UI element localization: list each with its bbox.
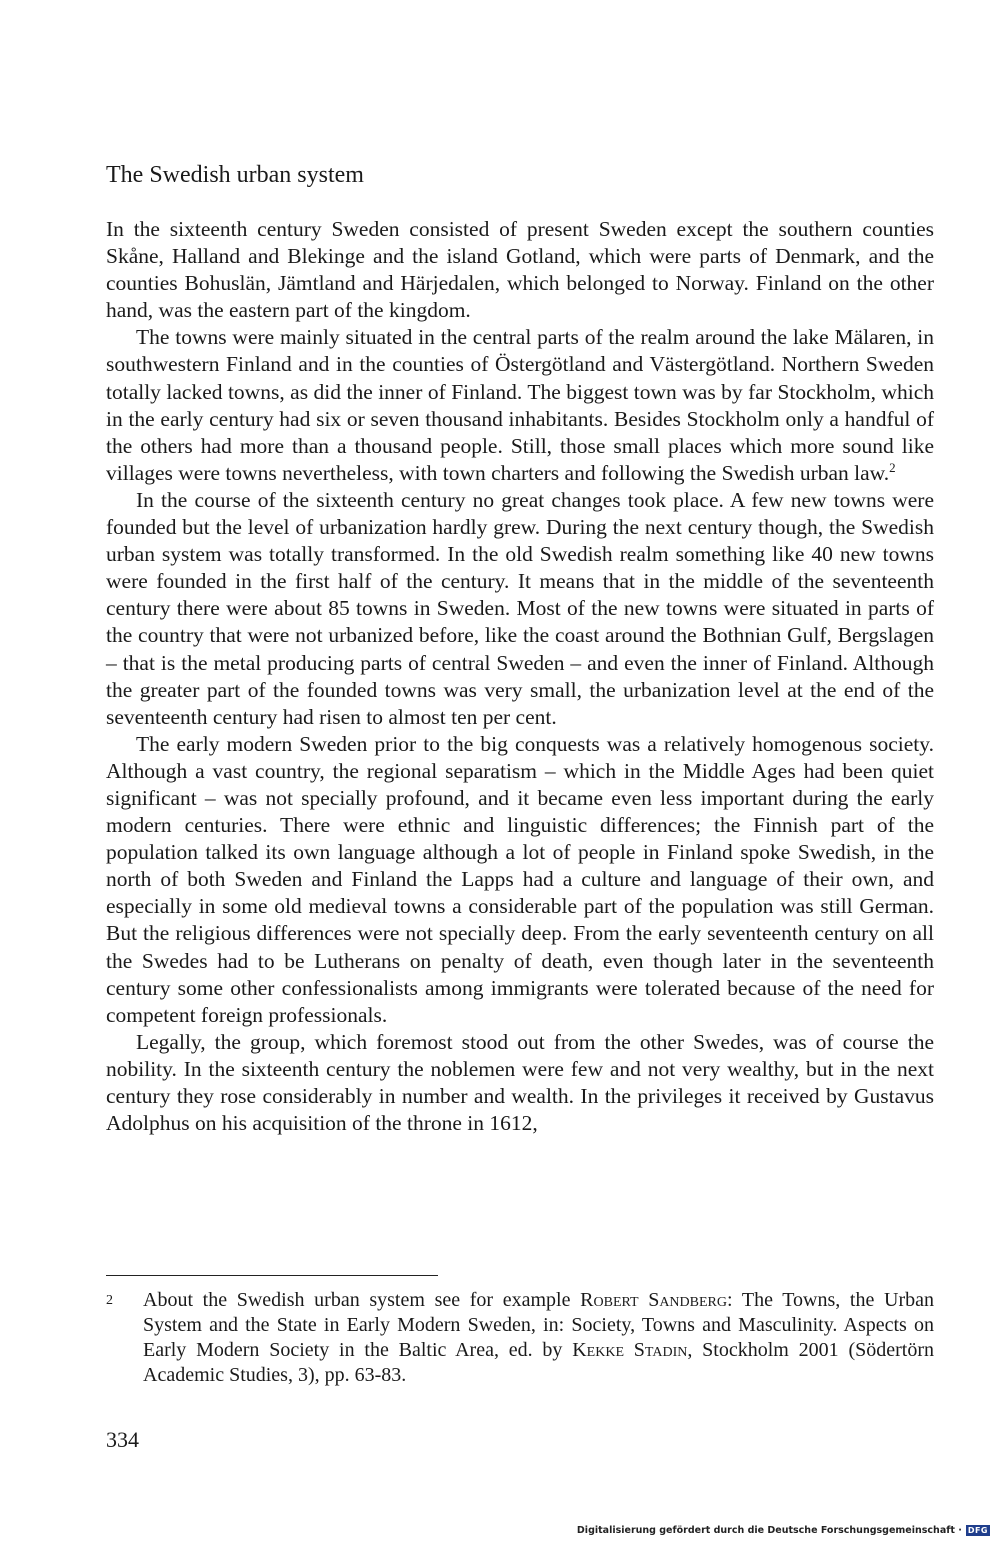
section-heading: The Swedish urban system [106, 162, 364, 188]
page-number: 334 [106, 1427, 139, 1452]
paragraph-4: The early modern Sweden prior to the big conquests was a relatively homogenous society. Although a vast country, the regional separatism – which in the Middle Ages had been quiet significant – was not specially profound, and it became even less important during the early modern centuries. There were ethnic and linguistic differences; the Finnish part of the population talked its own language although a lot of people in Finland spoke Swedish, in the north of both Sweden and Finland the Lapps had a culture and language of their own, and especially in some old medieval towns a considerable part of the population was still German. But the religious differences were not specially deep. From the early seventeenth century on all the Swedes had to be Lutherans on penalty of death, even though later in the seventeenth century some other confessionalists among immigrants were tolerated because of the need for competent foreign professionals. [106, 731, 934, 1027]
dfg-logo: DFG [967, 1526, 988, 1535]
paragraph-5: Legally, the group, which foremost stood out from the other Swedes, was of course the nobility. In the sixteenth century the noblemen were few and not very wealthy, but in the next century they rose considerably in number and wealth. In the privileges it received by Gustavus Adolphus on his acquisition of the throne in 1612, [106, 1029, 934, 1136]
digitization-footer [577, 1525, 990, 1536]
footnote-author: Robert Sandberg [580, 1289, 727, 1311]
paragraph-3: In the course of the sixteenth century no great changes took place. A few new towns were founded but the level of urbanization hardly grew. During the next century though, the Swedish urban system was totally transformed. In the old Swedish realm something like 40 new towns were founded in the first half of the century. It means that in the middle of the seventeenth century there were about 85 towns in Sweden. Most of the new towns were situated in parts of the country that were not urbanized before, like the coast around the Bothnian Gulf, Bergslagen – that is the metal producing parts of central Sweden – and even the inner of Finland. Although the greater part of the founded towns was very small, the urbanization level at the end of the seventeenth century had risen to almost ten per cent. [106, 487, 934, 729]
footnote-author: Kekke Stadin [572, 1339, 688, 1361]
footnote-number: 2 [106, 1293, 113, 1308]
paragraph-2 [106, 324, 934, 487]
footnote-text-part: : The Towns, the Urban System and the State in Early Modern Sweden, in: Society, Towns and Masculinity. Aspects on Early Modern Society in the Baltic Area, ed. by [143, 1289, 935, 1361]
footnote-text [143, 1288, 934, 1388]
footnote-divider [106, 1275, 438, 1276]
paragraph-1: In the sixteenth century Sweden consisted of present Sweden except the southern counties Skåne, Halland and Blekinge and the island Gotland, which were parts of Denmark, and the counties Bohuslän, Jämtland and Härjedalen, which belonged to Norway. Finland on the other hand, was the eastern part of the kingdom. [106, 217, 934, 323]
body-text [106, 216, 934, 1137]
footnote-reference[interactable]: 2 [889, 459, 896, 475]
funding-note: Digitalisierung gefördert durch die Deutsche Forschungsgemeinschaft · [576, 1525, 962, 1536]
paragraph-2-text: The towns were mainly situated in the central parts of the realm around the lake Mälaren, in southwestern Finland and in the counties of Östergötland and Västergötland. Northern Sweden totally lacked towns, as did the inner of Finland. The biggest town was by far Stockholm, which in the early century had six or seven thousand inhabitants. Besides Stockholm only a handful of the others had more than a thousand people. Still, those small places which more sound like villages were towns nevertheless, with town charters and following the Swedish urban law. [106, 325, 934, 485]
footnote [106, 1288, 934, 1388]
footnote-text-part: , Stockholm 2001 (Södertörn Academic Studies, 3), pp. 63-83. [143, 1339, 934, 1386]
footnote-text-part: About the Swedish urban system see for example [143, 1289, 581, 1311]
